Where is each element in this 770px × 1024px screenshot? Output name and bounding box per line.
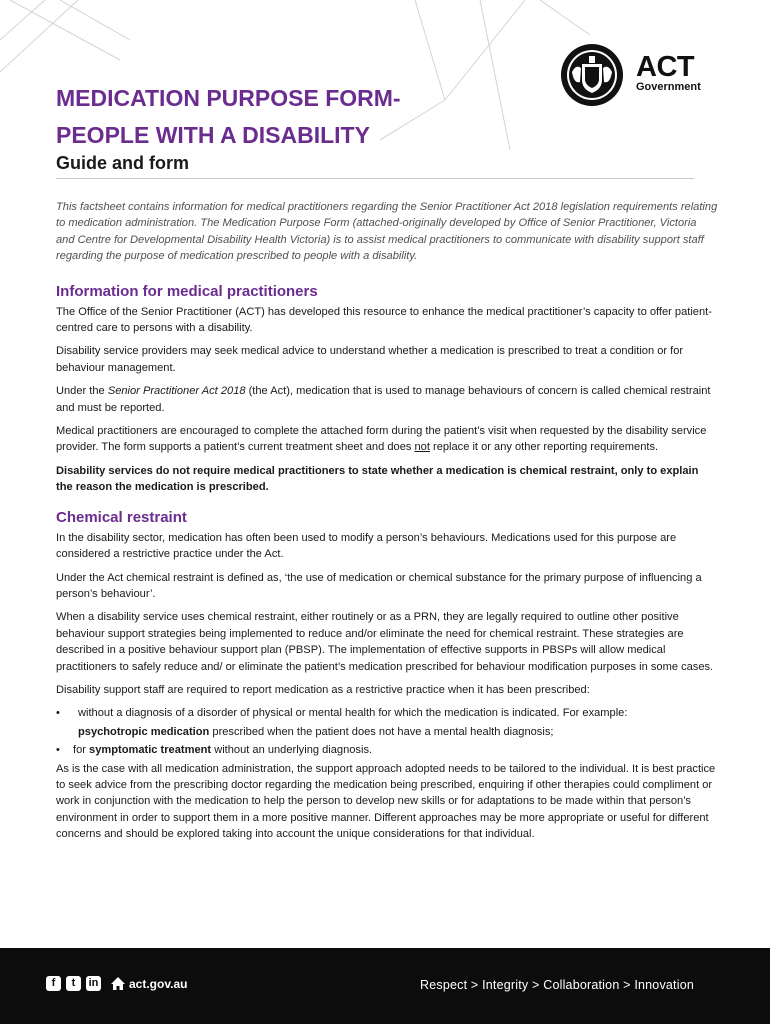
section-heading-medical-practitioners: Information for medical practitioners bbox=[56, 282, 318, 300]
home-icon bbox=[110, 976, 126, 991]
text-run: replace it or any other reporting requirements. bbox=[429, 441, 659, 454]
text-run: prescribed when the patient does not have a mental health diagnosis; bbox=[209, 725, 554, 738]
paragraph: In the disability sector, medication has often been used to modify a person’s behaviours. Medications used for this purpose are considered a restrictive practice under the Act. bbox=[56, 531, 677, 561]
text-run: for bbox=[73, 744, 90, 757]
list-item-text: without a diagnosis of a disorder of physical or mental health for which the medication is indicated. For example: bbox=[78, 707, 628, 720]
act-government-logo bbox=[558, 42, 701, 108]
list-item bbox=[56, 742, 718, 758]
facebook-icon[interactable]: f bbox=[46, 976, 61, 991]
paragraph: The Office of the Senior Practitioner (ACT) has developed this resource to enhance the medical practitioner’s capacity to offer patient-centred care to persons with a disability. bbox=[56, 305, 712, 335]
section-heading-chemical-restraint: Chemical restraint bbox=[56, 508, 187, 526]
list-item-example bbox=[56, 724, 718, 740]
bold-term: symptomatic treatment bbox=[89, 744, 212, 757]
website-url: act.gov.au bbox=[129, 976, 188, 991]
footer-bar bbox=[0, 948, 770, 1024]
text-run: Under the bbox=[56, 385, 108, 398]
paragraph: Disability service providers may seek medical advice to understand whether a medication is prescribed to treat a condition or for behaviour management. bbox=[56, 345, 684, 374]
social-links bbox=[46, 976, 187, 991]
bold-term: psychotropic medication bbox=[78, 725, 210, 738]
text-run: without an underlying diagnosis. bbox=[211, 744, 373, 757]
bullet-icon: • bbox=[56, 707, 60, 720]
bullet-icon: • bbox=[56, 744, 60, 757]
underlined-word: not bbox=[414, 441, 430, 454]
paragraph bbox=[56, 383, 718, 416]
page-subtitle: Guide and form bbox=[56, 153, 190, 173]
title-line-1: MEDICATION PURPOSE FORM- bbox=[56, 85, 401, 111]
text-run: Medical practitioners are encouraged to complete the attached form during the patient’s visit when requested by the disability service provider. The form supports a patient’s current treatment sheet and does bbox=[56, 425, 707, 454]
website-link[interactable] bbox=[110, 976, 187, 991]
paragraph bbox=[56, 423, 718, 456]
paragraph: Disability support staff are required to report medication as a restrictive practice when it has been prescribed: bbox=[56, 683, 590, 696]
text-run: (the Act), medication that is used to manage behaviours of concern is called chemical restraint and must be reported. bbox=[56, 385, 711, 414]
paragraph: Under the Act chemical restraint is defined as, ‘the use of medication or chemical substance for the primary purpose of influencing a person’s behaviour’. bbox=[56, 571, 702, 600]
act-coat-of-arms-icon bbox=[558, 42, 626, 108]
page-title bbox=[56, 80, 516, 154]
intro-paragraph: This factsheet contains information for medical practitioners regarding the Senior Practitioner Act 2018 legislation requirements relating to medication administration. The Medication Purpose Form (attached-originally developed by Office of Senior Practitioner, Victoria and Centre for Developmental Disability Health Victoria) is to assist medical practitioners to communicate with disability support staff regarding the purpose of medication prescribed to people with a disability. bbox=[56, 201, 718, 263]
logo-act-text: ACT bbox=[636, 51, 695, 83]
list-item bbox=[56, 705, 718, 721]
linkedin-icon[interactable]: in bbox=[86, 976, 101, 991]
twitter-icon[interactable]: t bbox=[66, 976, 81, 991]
paragraph: As is the case with all medication administration, the support approach adopted needs to be tailored to the individual. It is best practice to seek advice from the prescribing doctor regarding the medication being prescribed, enquiring if other therapies could compliment or work in conjunction with the medication to help the person to develop new skills or for adaptations to be made within that person’s environment in order to support them in a more positive manner. Different approaches may be more appropriate or useful for different concerns and should be explored taking into account the unique considerations for that individual. bbox=[56, 762, 716, 841]
reporting-criteria-list bbox=[56, 705, 718, 758]
act-name-emphasis: Senior Practitioner Act 2018 bbox=[107, 385, 246, 398]
title-line-2: PEOPLE WITH A DISABILITY bbox=[56, 122, 370, 148]
paragraph: When a disability service uses chemical restraint, either routinely or as a PRN, they are legally required to outline other positive behaviour support strategies being implemented to reduce and/or eliminate the need for chemical restraint. These strategies are described in a positive behaviour support plan (PBSP). The implementation of effective supports in PBSPs will allow medical practitioners to safely reduce and/ or eliminate the patient’s medication prescribed for behaviour modification purposes in some cases. bbox=[56, 611, 714, 673]
logo-government-text: Government bbox=[636, 81, 701, 93]
title-divider bbox=[56, 178, 694, 179]
bold-notice-paragraph: Disability services do not require medical practitioners to state whether a medication is chemical restraint, only to explain the reason the medication is prescribed. bbox=[56, 464, 699, 494]
organisation-values: Respect > Integrity > Collaboration > Innovation bbox=[420, 978, 694, 992]
document-body bbox=[56, 199, 718, 850]
